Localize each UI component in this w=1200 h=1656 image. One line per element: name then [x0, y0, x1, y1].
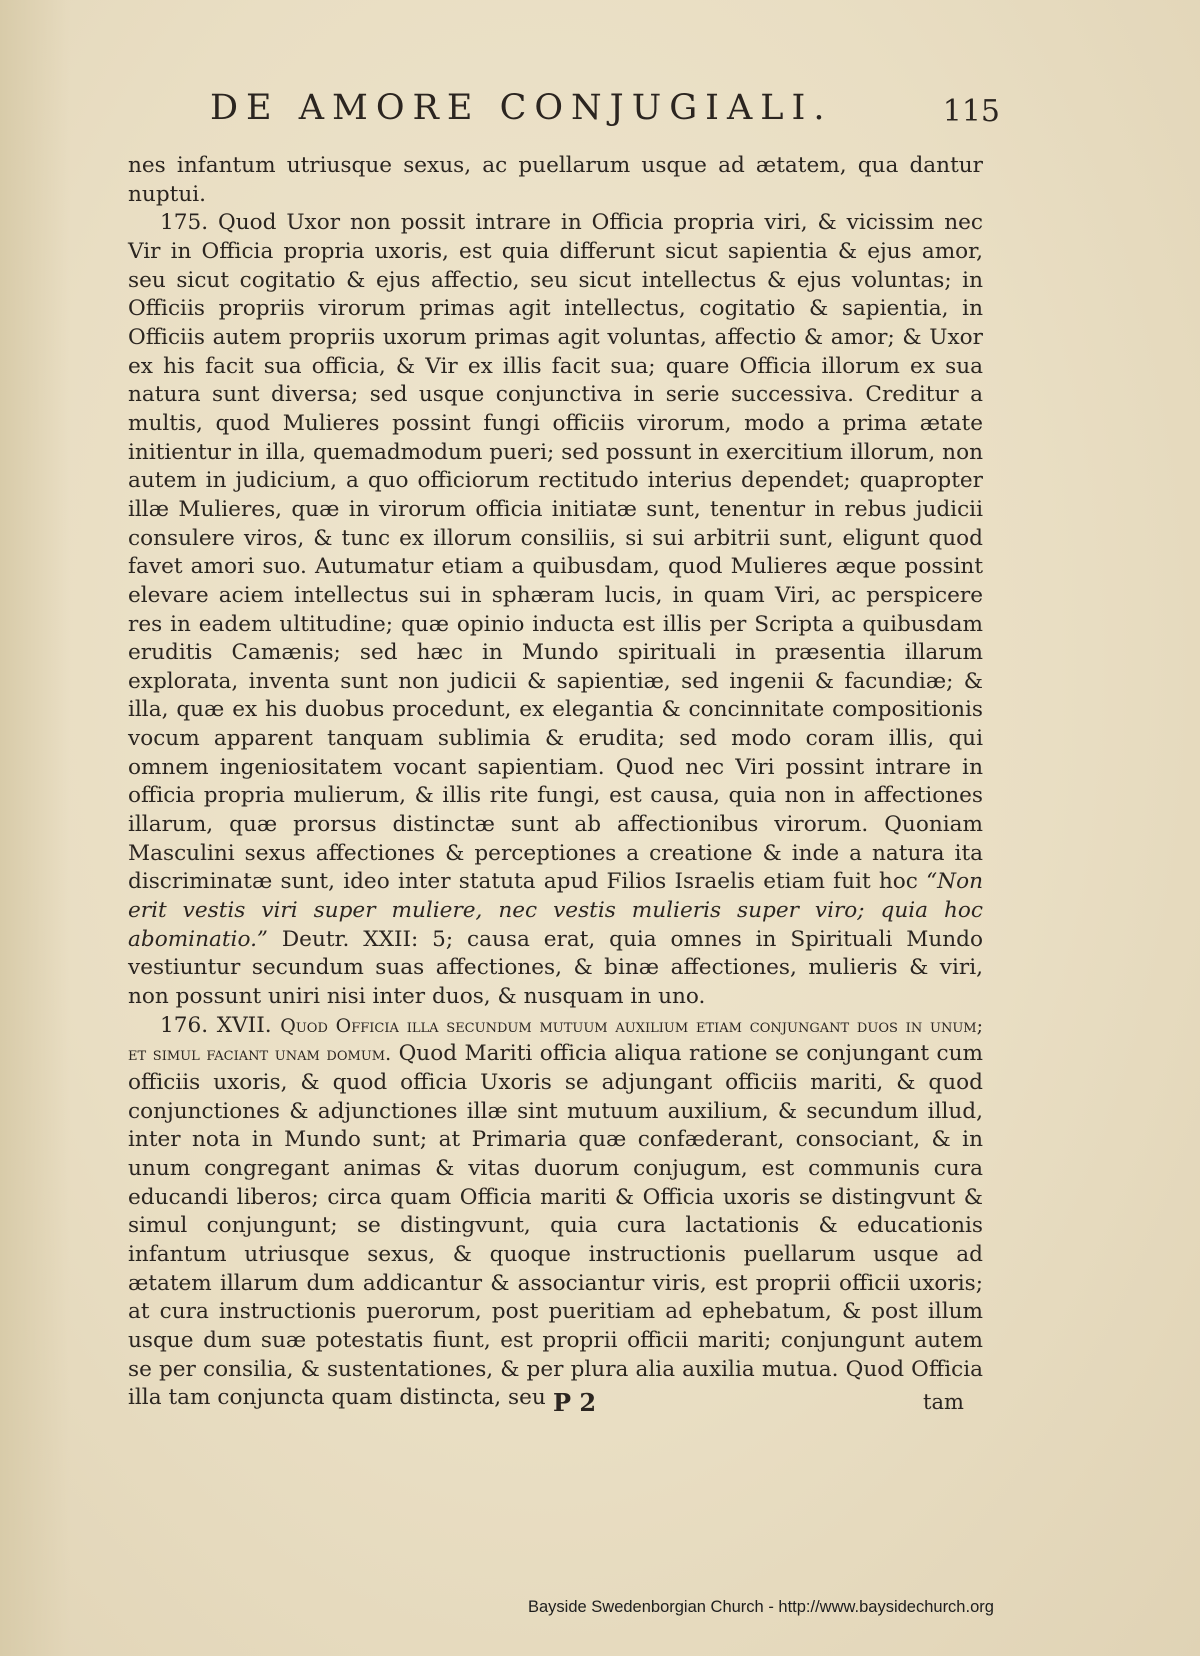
paragraph-175 — [128, 209, 983, 1011]
paragraph-176-number: 176. XVII. — [160, 1012, 272, 1038]
paragraph-176 — [128, 1012, 983, 1413]
page-number: 115 — [942, 94, 1000, 129]
section-heading: Quod Officia illa secundum mutuum auxilium etiam conjungant duos in unum; et simul faciant unam domum. — [128, 1014, 983, 1066]
paragraph-175-text: 175. Quod Uxor non possit intrare in Officia propria viri, & vicissim nec Vir in Officia propria uxoris, est quia differunt sicut sapientia & ejus amor, seu sicut cogitatio & ejus affectio, seu sicut intellectus & ejus voluntas; in Officiis propriis virorum primas agit intellectus, cogitatio & sapientia, in Officiis autem propriis uxorum primas agit voluntas, affectio & amor; & Uxor ex his facit sua officia, & Vir ex illis facit sua; quare Officia illorum ex sua natura sunt diversa; sed usque conjunctiva in serie successiva. Creditur a multis, quod Mulieres possint fungi officiis virorum, modo a prima ætate initientur in illa, quemadmodum pueri; sed possunt in exercitium illorum, non autem in judicium, a quo officiorum rectitudo interius dependet; quapropter illæ Mulieres, quæ in virorum officia initiatæ sunt, tenentur in rebus judicii consulere viros, & tunc ex illorum consiliis, si sui arbitrii sunt, eligunt quod favet amori suo. Autumatur etiam a quibusdam, quod Mulieres æque possint elevare aciem intellectus sui in sphæram lucis, in quam Viri, ac perspicere res in eadem ultitudine; quæ opinio inducta est illis per Scripta a quibusdam eruditis Camænis; sed hæc in Mundo spirituali in præsentia illarum explorata, inventa sunt non judicii & sapientiæ, sed ingenii & facundiæ; & illa, quæ ex his duobus procedunt, ex elegantia & concinnitate compositionis vocum apparent tanquam sublimia & erudita; sed modo coram illis, qui omnem ingeniositatem vocant sapientiam. Quod nec Viri possint intrare in officia propria mulierum, & illis rite fungi, est causa, quia non in affectiones illarum, quæ prorsus distinctæ sunt ab affectionibus virorum. Quoniam Masculini sexus affectiones & perceptiones a creatione & inde a natura ita discriminatæ sunt, ideo inter statuta apud Filios Israelis etiam fuit hoc — [128, 210, 983, 895]
running-header — [210, 88, 1000, 138]
page-gutter-shadow — [0, 0, 70, 1656]
signature-mark: P 2 — [553, 1388, 597, 1417]
running-title: DE AMORE CONJUGIALI. — [210, 88, 833, 128]
paragraph-continuation: nes infantum utriusque sexus, ac puellarum usque ad ætatem, qua dantur nuptui. — [128, 153, 983, 207]
paragraph-176-text: Quod Mariti officia aliqua ratione se conjungant cum officiis uxoris, & quod officia Uxoris se adjungant officiis mariti, & quod conjunctiones & adjunctiones illæ sint mutuum auxilium, & secundum illud, inter nota in Mundo sunt; at Primaria quæ confæderant, consociant, & in unum congregant animas & vitas duorum conjugum, est communis cura educandi liberos; circa quam Officia mariti & Officia uxoris se distingvunt & simul conjungunt; se distingvunt, quia cura lactationis & educationis infantum utriusque sexus, & quoque instructionis puellarum usque ad ætatem illarum dum addicantur & associantur viris, est proprii officii uxoris; at cura instructionis puerorum, post pueritiam ad ephebatum, & post illum usque dum suæ potestatis fiunt, est proprii officii mariti; conjungunt autem se per consilia, & sustentationes, & per plura alia auxilia mutua. Quod Officia illa tam conjuncta quam distincta, seu — [128, 1041, 983, 1411]
catchword: tam — [923, 1390, 964, 1414]
watermark-caption: Bayside Swedenborgian Church - http://www.baysidechurch.org — [528, 1598, 994, 1616]
body-text — [128, 152, 983, 1413]
paragraph-175-ending: Deutr. XXII: 5; causa erat, quia omnes in Spirituali Mundo vestiuntur secundum suas affectiones, & binæ affectiones, mulieris & viri, non possunt uniri nisi inter duos, & nusquam in uno. — [128, 926, 983, 1010]
scripture-quote: “Non erit vestis viri super muliere, nec vestis mulieris super viro; quia hoc abominatio.” — [128, 869, 983, 952]
